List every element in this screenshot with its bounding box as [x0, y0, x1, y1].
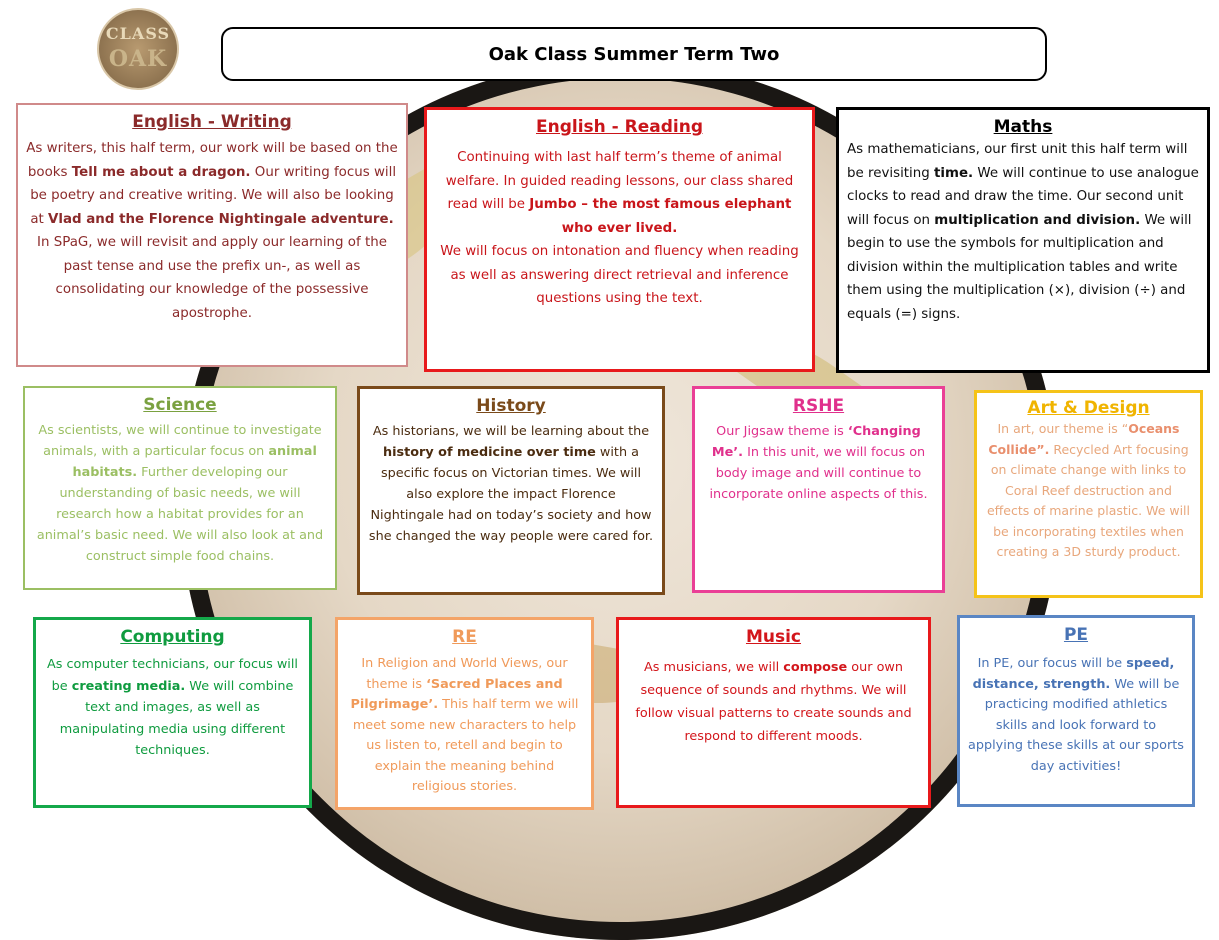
maths-panel — [836, 107, 1210, 373]
english-reading-panel — [424, 107, 815, 372]
music-heading: Music — [745, 627, 802, 647]
art-design-panel — [974, 390, 1203, 598]
maths-heading: Maths — [993, 117, 1053, 137]
art-design-heading: Art & Design — [1027, 398, 1150, 418]
history-heading: History — [476, 396, 546, 416]
rshe-heading: RSHE — [792, 396, 845, 416]
music-text: As musicians, we will compose our own sequence of sounds and rhythms. We will follow visual patterns to create sounds and respond to different moods. — [635, 660, 912, 744]
class-oak-logo: CLASS OAK — [97, 8, 179, 90]
computing-heading: Computing — [120, 627, 225, 647]
re-panel — [335, 617, 594, 810]
english-reading-text: Continuing with last half term’s theme of animal welfare. In guided reading lessons, our class shared read will be Jumbo – the most famous elephant who ever lived. — [445, 150, 794, 236]
pe-heading: PE — [1063, 625, 1089, 645]
english-writing-heading: English - Writing — [132, 112, 292, 132]
english-writing-text: As writers, this half term, our work will be based on the books Tell me about a dragon. Our writing focus will be poetry and creative writing. We will also be looking at Vlad and the Florence Nightingale adventure. In SPaG, we will revisit and apply our learning of the past tense and use the prefix un-, as well as consolidating our knowledge of the possessive apostrophe. — [26, 141, 398, 321]
science-heading: Science — [143, 395, 217, 415]
history-text: As historians, we will be learning about the history of medicine over time with a specific focus on Victorian times. We will also explore the impact Florence Nightingale had on today’s society and how she changed the way people were cared for. — [368, 424, 654, 544]
art-design-text: In art, our theme is “Oceans Collide”. Recycled Art focusing on climate change with links to Coral Reef destruction and effects of marine plastic. We will be incorporating textiles when creating a 3D sturdy product. — [986, 421, 1190, 559]
re-heading: RE — [452, 627, 477, 647]
maths-text: As mathematicians, our first unit this half term will be revisiting time. We will continue to use analogue clocks to read and draw the time. Our second unit will focus on multiplication and division. We will begin to use the symbols for multiplication and division within the multiplication tables and write them using the multiplication (×), division (÷) and equals (=) signs. — [847, 142, 1199, 322]
rshe-text: Our Jigsaw theme is ‘Changing Me’. In this unit, we will focus on body image and will continue to incorporate online aspects of this. — [709, 424, 928, 502]
rshe-panel — [692, 386, 945, 593]
history-panel — [357, 386, 665, 595]
computing-panel — [33, 617, 312, 808]
page-title — [221, 27, 1047, 81]
english-reading-text-2: We will focus on intonation and fluency when reading as well as answering direct retrieval and inference questions using the text. — [440, 244, 799, 306]
pe-panel — [957, 615, 1195, 807]
english-writing-panel — [16, 103, 408, 367]
science-panel — [23, 386, 337, 590]
music-panel — [616, 617, 931, 808]
pe-text: In PE, our focus will be speed, distance, strength. We will be practicing modified athletics skills and look forward to applying these skills at our sports day activities! — [968, 656, 1184, 774]
page-title-text: Oak Class Summer Term Two — [488, 43, 780, 65]
english-reading-heading: English - Reading — [535, 117, 703, 137]
science-text: As scientists, we will continue to investigate animals, with a particular focus on animal habitats. Further developing our understanding of basic needs, we will research how a habitat provides for an animal’s basic need. We will also look at and construct simple food chains. — [36, 423, 324, 564]
computing-text: As computer technicians, our focus will be creating media. We will combine text and images, as well as manipulating media using different techniques. — [47, 657, 298, 758]
re-text: In Religion and World Views, our theme is ‘Sacred Places and Pilgrimage’. This half term we will meet some new characters to help us listen to, retell and begin to explain the meaning behind religious stories. — [350, 656, 579, 794]
